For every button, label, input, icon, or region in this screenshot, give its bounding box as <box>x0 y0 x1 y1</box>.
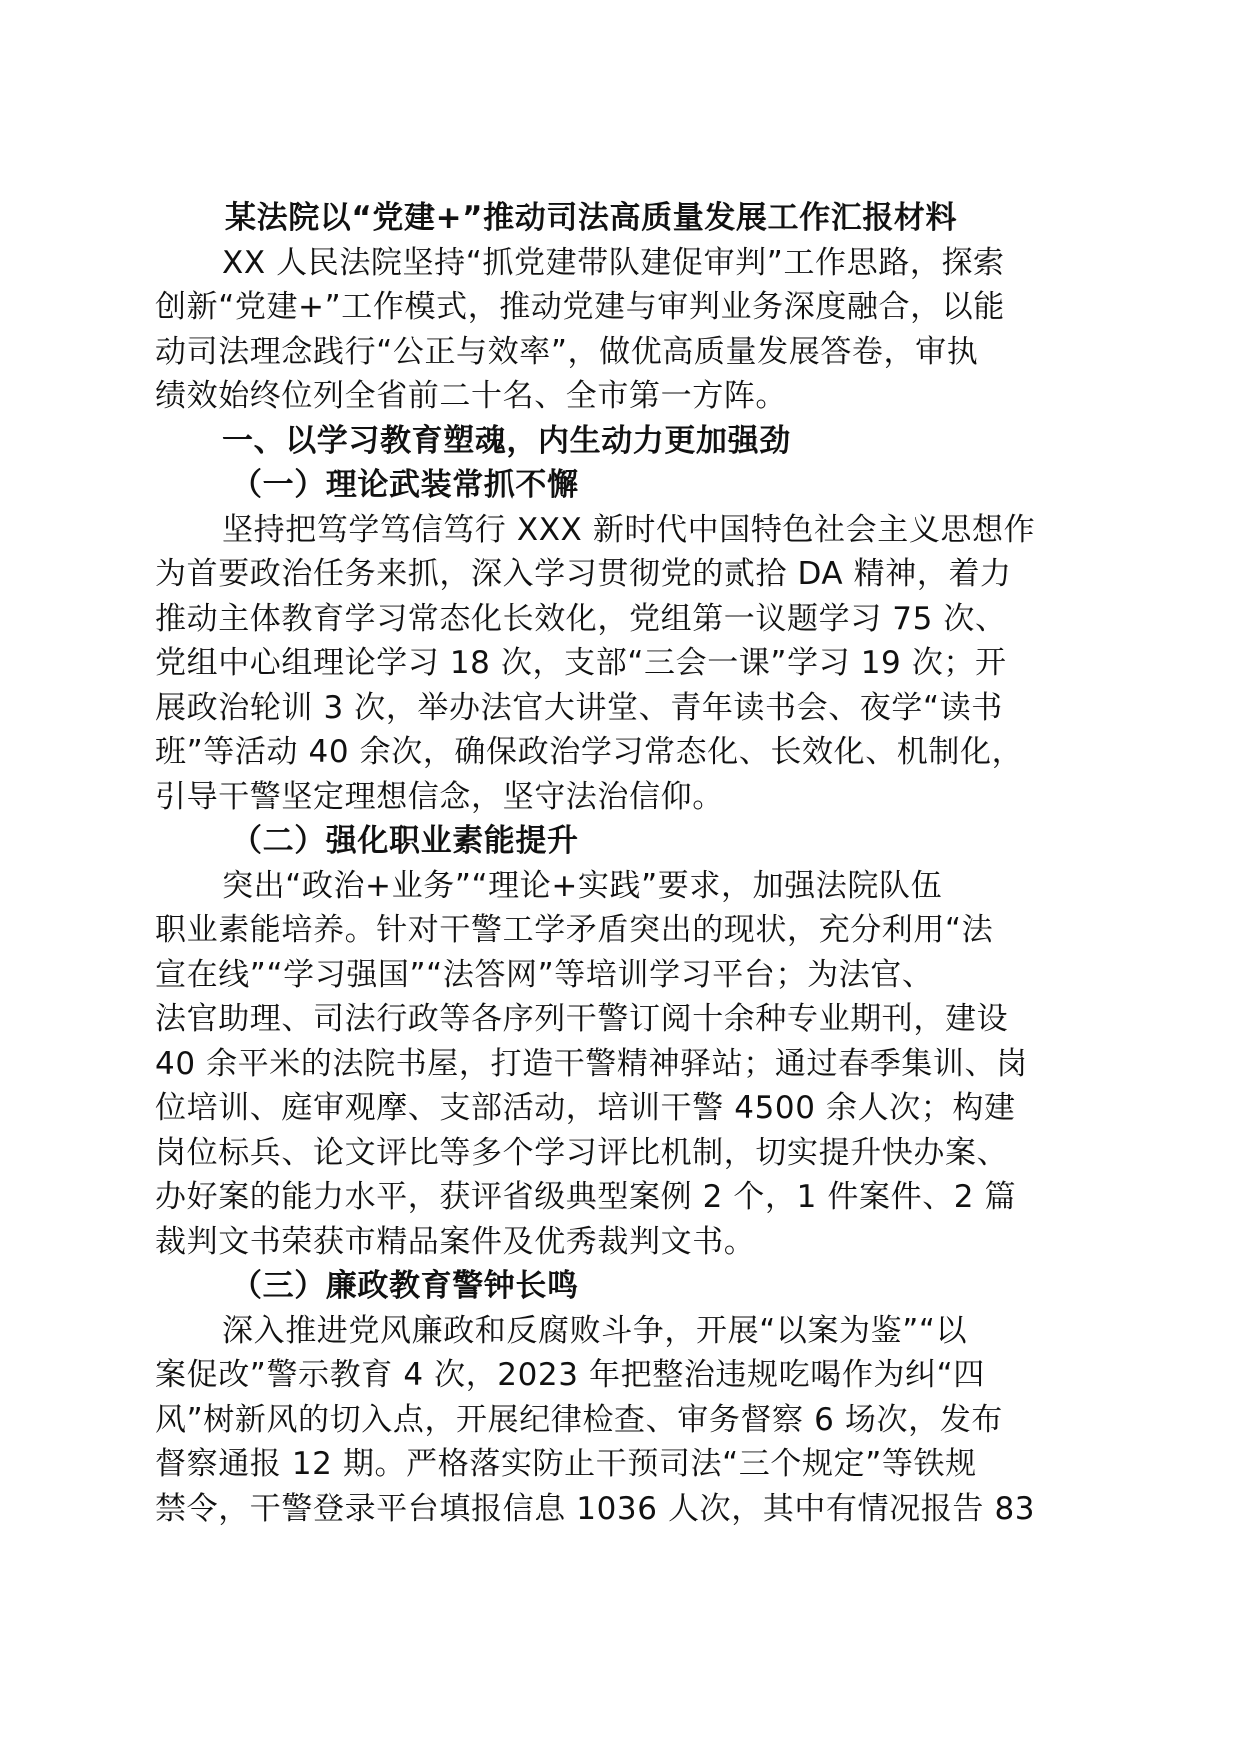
paragraph-line: 禁令，干警登录平台填报信息 1036 人次，其中有情况报告 83 <box>155 1490 1036 1527</box>
paragraph-line: 法官助理、司法行政等各序列干警订阅十余种专业期刊，建设 <box>155 1001 1009 1037</box>
intro-line: XX 人民法院坚持“抓党建带队建促审判”工作思路，探索 <box>222 244 1005 281</box>
paragraph-line: 督察通报 12 期。严格落实防止干预司法“三个规定”等铁规 <box>155 1446 977 1482</box>
subsection-heading: （二）强化职业素能提升 <box>231 823 579 859</box>
paragraph-line: 宣在线”“学习强国”“法答网”等培训学习平台；为法官、 <box>155 956 934 993</box>
intro-line: 绩效始终位列全省前二十名、全市第一方阵。 <box>155 378 787 414</box>
paragraph-line: 突出“政治+业务”“理论+实践”要求，加强法院队伍 <box>222 867 943 904</box>
section-heading: 一、以学习教育塑魂，内生动力更加强劲 <box>222 422 791 459</box>
paragraph-line: 班”等活动 40 余次，确保政治学习常态化、长效化、机制化， <box>155 734 1024 770</box>
paragraph-line: 风”树新风的切入点，开展纪律检查、审务督察 6 场次，发布 <box>155 1401 1003 1438</box>
intro-line: 动司法理念践行“公正与效率”，做优高质量发展答卷，审执 <box>155 333 979 370</box>
paragraph-line: 办好案的能力水平，获评省级典型案例 2 个，1 件案件、2 篇 <box>155 1179 1017 1215</box>
paragraph-line: 展政治轮训 3 次，举办法官大讲堂、青年读书会、夜学“读书 <box>155 689 1003 726</box>
paragraph-line: 深入推进党风廉政和反腐败斗争，开展“以案为鉴”“以 <box>222 1312 968 1349</box>
paragraph-line: 引导干警坚定理想信念，坚守法治信仰。 <box>155 778 724 815</box>
paragraph-line: 党组中心组理论学习 18 次，支部“三会一课”学习 19 次；开 <box>155 645 1007 681</box>
paragraph-line: 裁判文书荣获市精品案件及优秀裁判文书。 <box>155 1223 756 1260</box>
subsection-heading: （三）廉政教育警钟长鸣 <box>231 1268 579 1304</box>
paragraph-line: 位培训、庭审观摩、支部活动，培训干警 4500 余人次；构建 <box>155 1090 1016 1126</box>
paragraph-line: 案促改”警示教育 4 次，2023 年把整治违规吃喝作为纠“四 <box>155 1357 985 1393</box>
document-title: 某法院以“党建+”推动司法高质量发展工作汇报材料 <box>225 200 958 236</box>
paragraph-line: 40 余平米的法院书屋，打造干警精神驿站；通过春季集训、岗 <box>155 1045 1028 1082</box>
subsection-heading: （一）理论武装常抓不懈 <box>231 467 579 503</box>
paragraph-line: 坚持把笃学笃信笃行 XXX 新时代中国特色社会主义思想作 <box>222 511 1036 548</box>
intro-line: 创新“党建+”工作模式，推动党建与审判业务深度融合，以能 <box>155 289 1005 325</box>
paragraph-line: 推动主体教育学习常态化长效化，党组第一议题学习 75 次、 <box>155 600 1007 637</box>
paragraph-line: 为首要政治任务来抓，深入学习贯彻党的贰拾 DA 精神，着力 <box>155 556 1012 592</box>
paragraph-line: 职业素能培养。针对干警工学矛盾突出的现状，充分利用“法 <box>155 912 994 948</box>
document-page <box>155 196 1090 1531</box>
paragraph-line: 岗位标兵、论文评比等多个学习评比机制，切实提升快办案、 <box>155 1134 1009 1171</box>
